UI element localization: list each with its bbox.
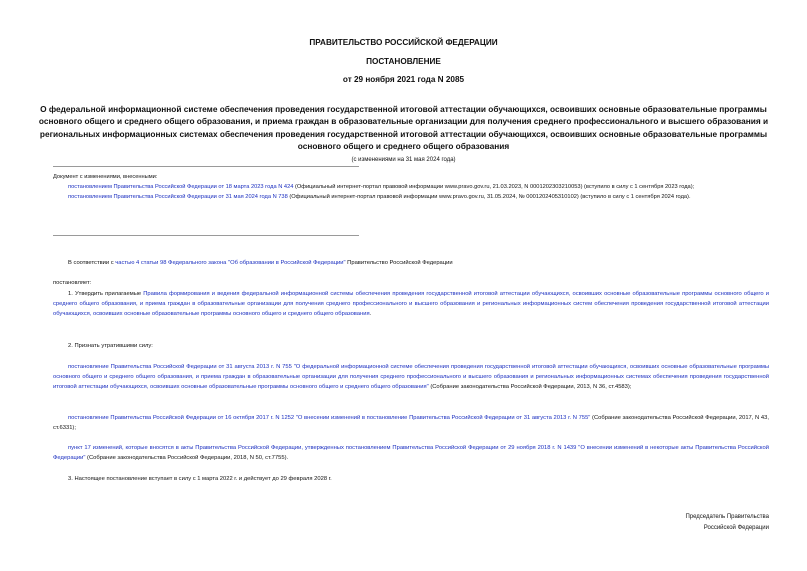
invalid-item — [53, 362, 769, 392]
edition-note: (с изменениями на 31 мая 2024 года) — [351, 157, 456, 163]
change-link[interactable]: постановлением Правительства Российской Федерации от 18 марта 2023 года N 424 — [68, 184, 294, 190]
change-item — [53, 192, 769, 202]
p1-before: 1. Утвердить прилагаемые — [68, 291, 144, 297]
signature-line-2: Российской Федерации — [703, 525, 769, 531]
change-text: (Официальный интернет-портал правовой информации www.pravo.gov.ru, 21.03.2023, N 0001202303210053) (вступило в силу с 1 сентября 2023 года); — [293, 184, 695, 190]
preamble-before: В соответствии с — [68, 260, 116, 266]
law-link[interactable]: частью 4 статьи 98 Федерального закона "Об образовании в Российской Федерации" — [115, 260, 346, 266]
invalid-text: (Собрание законодательства Российской Федерации, 2013, N 36, ст.4583); — [428, 384, 632, 390]
document-type: ПОСТАНОВЛЕНИЕ — [366, 57, 441, 66]
invalid-link[interactable]: пункт 17 изменений, которые вносятся в акты Правительства Российской Федерации, утвержденных постановлением Правительства Российской Федерации от 29 ноября 2018 г. N 1439 "О внесении изменений в некоторые акты Правительства Российской Федерации" — [53, 445, 769, 461]
paragraph-1 — [53, 289, 769, 319]
government-heading: ПРАВИТЕЛЬСТВО РОССИЙСКОЙ ФЕДЕРАЦИИ — [309, 38, 498, 47]
resolves: постановляет: — [53, 280, 92, 286]
invalid-text: (Собрание законодательства Российской Федерации, 2018, N 50, ст.7755). — [85, 455, 289, 461]
change-text: (Официальный интернет-портал правовой информации www.pravo.gov.ru, 31.05.2024, № 0001202405310102) (вступило в силу с 1 сентября 2024 года). — [287, 194, 691, 200]
change-item — [53, 182, 769, 192]
paragraph-3: 3. Настоящее постановление вступает в силу с 1 марта 2022 г. и действует до 29 февраля 2028 г. — [68, 476, 332, 482]
invalid-link[interactable]: постановление Правительства Российской Федерации от 31 августа 2013 г. N 755 "О федеральной информационной системе обеспечения проведения государственной итоговой аттестации обучающихся, освоивших основные образовательные программы основного общего и среднего общего образования, и приема граждан в образовательные организации для получения среднего профессионального и высшего образования и региональных информационных системах обеспечения проведения государственной итоговой аттестации обучающихся, освоивших основные образовательные программы основного общего и среднего общего образования" — [53, 364, 769, 390]
paragraph-2: 2. Признать утратившими силу: — [68, 343, 153, 349]
signature-line-1: Председатель Правительства — [685, 514, 769, 520]
preamble-after: Правительство Российской Федерации — [345, 260, 453, 266]
changes-intro: Документ с изменениями, внесенными: — [53, 174, 158, 180]
invalid-text: (Собрание законодательства Российской Федерации, 2017, N 43, ст.6331); — [53, 415, 769, 431]
invalid-item — [53, 443, 769, 463]
change-link[interactable]: постановлением Правительства Российской Федерации от 31 мая 2024 года N 738 — [68, 194, 288, 200]
p1-after: . — [369, 311, 372, 317]
signature-block — [685, 512, 769, 534]
preamble — [53, 258, 769, 268]
changes-block — [53, 172, 769, 202]
document-date-number: от 29 ноября 2021 года N 2085 — [342, 75, 465, 84]
rules-link[interactable]: Правила формирования и ведения федеральной информационной системы обеспечения проведения государственной итоговой аттестации обучающихся, освоивших основные образовательные программы основного общего и среднего общего образования, и приема граждан в образовательные организации для получения среднего профессионального и высшего образования и региональных информационных систем обеспечения проведения государственной итоговой аттестации обучающихся, освоивших основные образовательные программы основного общего и среднего общего образования — [53, 291, 769, 317]
document-title: О федеральной информационной системе обеспечения проведения государственной итоговой аттестации обучающихся, освоивших основные образовательные программы основного общего и среднего общего образования, и приема граждан в образовательные организации для получения среднего профессионального и высшего образования и региональных информационных системах обеспечения проведения государственной итоговой аттестации обучающихся, освоивших основные образовательные программы основного общего и среднего общего образования — [38, 104, 769, 151]
divider-bottom — [53, 235, 359, 236]
invalid-link[interactable]: постановление Правительства Российской Федерации от 16 октября 2017 г. N 1252 "О внесении изменений в постановление Правительства Российской Федерации от 31 августа 2013 г. N 755" — [68, 415, 591, 421]
divider-top — [53, 166, 359, 167]
invalid-item — [53, 413, 769, 433]
